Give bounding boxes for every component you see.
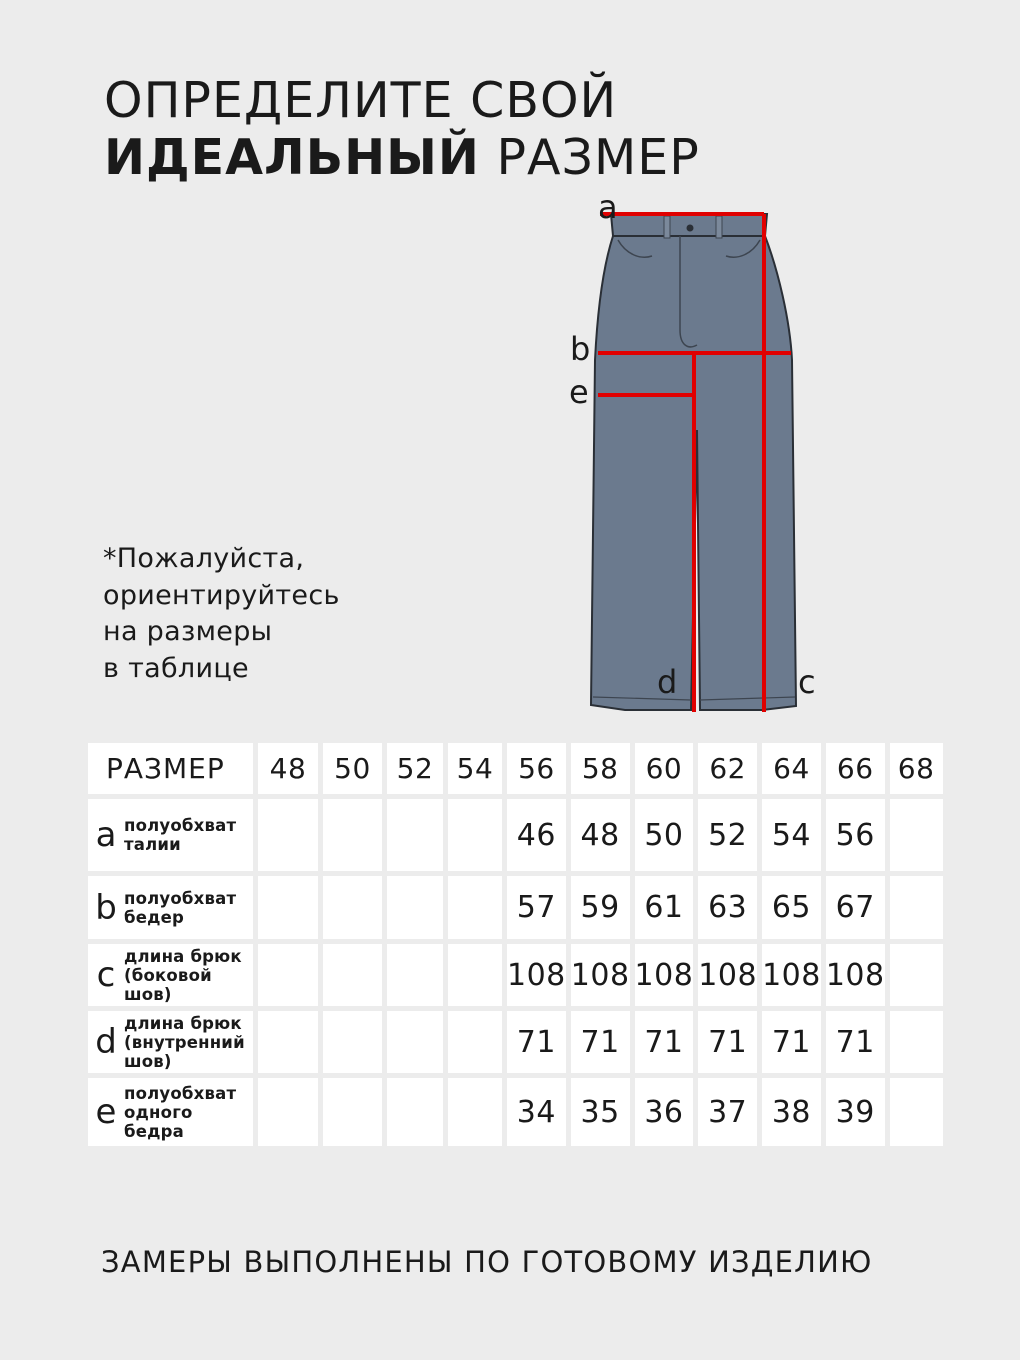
table-cell [448,876,502,939]
row-description-line: длина брюк [124,946,242,966]
size-header-cell: 48 [258,743,318,794]
row-description-line: талии [124,835,181,854]
title-line-2-rest: РАЗМЕР [496,129,700,186]
row-description-line: одного [124,1102,193,1122]
table-cell [448,944,502,1006]
table-cell: 37 [698,1078,757,1146]
table-cell [258,1078,318,1146]
row-letter: c [96,955,116,995]
table-cell: 65 [762,876,821,939]
table-cell: 67 [826,876,885,939]
table-cell [890,944,943,1006]
row-description-line: полуобхват [124,816,237,835]
table-cell [890,1011,943,1073]
table-cell [258,799,318,871]
row-description-line: длина брюк [124,1013,242,1033]
table-cell [258,1011,318,1073]
title-line-1: ОПРЕДЕЛИТЕ СВОЙ [104,72,618,129]
pants-belt-loop-left [664,216,670,238]
table-cell: 108 [635,944,694,1006]
pants-button [687,225,694,232]
row-letter: d [95,1022,117,1062]
table-cell: 63 [698,876,757,939]
row-label-cell [88,876,253,939]
table-cell: 38 [762,1078,821,1146]
table-cell [387,1011,443,1073]
table-cell [323,1078,382,1146]
row-description [124,1014,245,1071]
table-cell: 54 [762,799,821,871]
table-cell: 71 [698,1011,757,1073]
table-cell: 46 [507,799,566,871]
table-cell: 61 [635,876,694,939]
row-description-line: шов) [124,984,172,1004]
row-description [124,947,242,1004]
row-description-line: (внутренний [124,1032,245,1052]
row-description-line: (боковой [124,965,212,985]
row-label-cell [88,799,253,871]
size-header-cell: 60 [635,743,694,794]
table-cell: 71 [762,1011,821,1073]
table-cell [387,944,443,1006]
row-description-line: полуобхват [124,1083,237,1103]
table-row [88,1011,943,1073]
table-cell: 52 [698,799,757,871]
table-cell [258,876,318,939]
row-description [124,1084,236,1141]
table-cell [448,1011,502,1073]
size-header-cell: 68 [890,743,943,794]
size-table [83,738,948,1151]
table-row [88,876,943,939]
size-header-cell: 62 [698,743,757,794]
size-table-header-row [88,743,943,794]
table-cell: 56 [826,799,885,871]
table-cell: 108 [826,944,885,1006]
diagram-label-c: c [798,663,816,701]
table-cell [890,799,943,871]
table-cell [387,799,443,871]
table-row [88,1078,943,1146]
table-cell [323,876,382,939]
diagram-label-a: a [598,188,618,226]
table-cell: 39 [826,1078,885,1146]
diagram-label-e: e [569,373,589,411]
title-bold-word: ИДЕАЛЬНЫЙ [104,129,480,186]
table-cell [323,944,382,1006]
table-cell [448,799,502,871]
table-cell [323,799,382,871]
row-letter: a [95,815,117,855]
size-header-cell: 56 [507,743,566,794]
table-row [88,799,943,871]
size-note-line: *Пожалуйста, [103,543,305,574]
table-cell: 36 [635,1078,694,1146]
diagram-label-d: d [657,663,678,701]
table-cell [387,1078,443,1146]
diagram-label-b: b [570,330,591,368]
pants-belt-loop-right [716,216,722,238]
size-note-line: в таблице [103,652,249,684]
footer-note: ЗАМЕРЫ ВЫПОЛНЕНЫ ПО ГОТОВОМУ ИЗДЕЛИЮ [101,1245,873,1279]
row-letter: e [95,1092,117,1132]
row-description-line: полуобхват [124,888,237,908]
table-cell: 108 [571,944,630,1006]
size-header-cell: 52 [387,743,443,794]
row-label-cell [88,1011,253,1073]
size-note-line: ориентируйтесь [103,579,340,611]
row-description-line: бедра [124,1121,184,1141]
table-cell: 108 [762,944,821,1006]
table-cell: 71 [507,1011,566,1073]
table-cell: 71 [635,1011,694,1073]
table-cell: 71 [571,1011,630,1073]
table-cell: 108 [507,944,566,1006]
table-cell: 35 [571,1078,630,1146]
row-description [124,889,236,927]
row-label-cell [88,1078,253,1146]
table-cell [323,1011,382,1073]
table-cell: 48 [571,799,630,871]
table-cell: 57 [507,876,566,939]
table-cell [387,876,443,939]
table-cell: 34 [507,1078,566,1146]
size-header-cell: 58 [571,743,630,794]
table-cell [258,944,318,1006]
table-cell [890,876,943,939]
size-note [103,541,340,687]
row-description [124,816,236,854]
table-cell [890,1078,943,1146]
size-header-cell: 50 [323,743,382,794]
size-note-line: на размеры [103,616,273,647]
row-letter: b [95,887,117,928]
table-cell: 59 [571,876,630,939]
table-cell [448,1078,502,1146]
table-cell: 71 [826,1011,885,1073]
table-row [88,944,943,1006]
size-header-cell: 66 [826,743,885,794]
row-label-cell [88,944,253,1006]
row-description-line: шов) [124,1051,172,1071]
size-header-cell: 54 [448,743,502,794]
size-header-label: РАЗМЕР [88,743,253,794]
row-description-line: бедер [124,907,185,927]
table-cell: 108 [698,944,757,1006]
size-header-cell: 64 [762,743,821,794]
table-cell: 50 [635,799,694,871]
